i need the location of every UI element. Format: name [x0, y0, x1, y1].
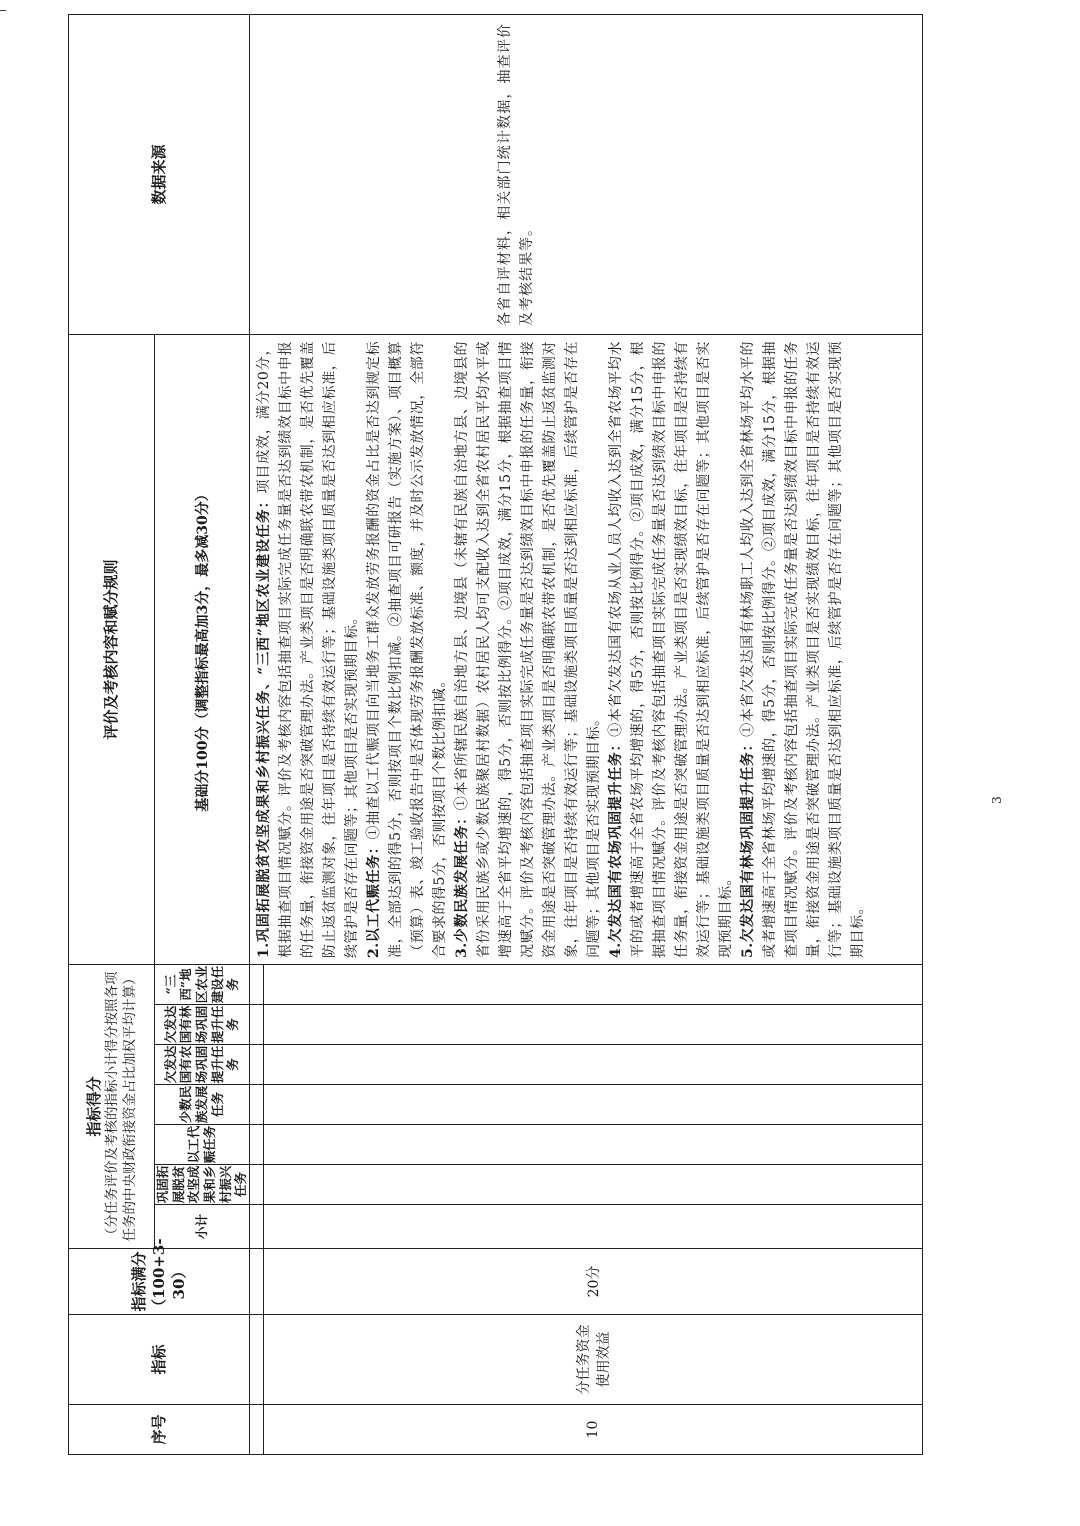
score-cell-ethnic[interactable] — [263, 1085, 922, 1125]
score-cell-forest[interactable] — [263, 1005, 922, 1045]
subheader-task-consolidation: 巩固拓展脱贫攻坚成果和乡村振兴任务 — [155, 1165, 249, 1204]
header-full-score: 指标满分（100+3-30） — [69, 1249, 250, 1315]
rule-item: 5.欠发达国有林场巩固提升任务：①本省欠发达国有林场职工人均收入达到全省林场平均水平的或者增速高于全省林场平均增速的，得5分，否则按比例得分。②项目成效，满分15分，根据抽查项目情况赋分。评价及考核内容包括抽查项目实际完成任务量是否达到绩效目标中申报的任务量，衔接资金用途是否突破管理办法。产业类项目是否实现绩效目标，往年项目是否持续有效运行等；基础设施类项目质量是否达到相应标准，后续管护是否存在问题等；其他项目是否实现预期目标。 — [739, 341, 866, 958]
row-indicator: 分任务资金使用效益 — [263, 1315, 922, 1405]
scan-mark — [0, 10, 6, 11]
rule-item: 1.巩固拓展脱贫攻坚成果和乡村振兴任务、“三西”地区农业建设任务：项目成效，满分20分，根据抽查项目情况赋分。评价及考核内容包括抽查项目实际完成任务量是否达到绩效目标中申报的任务量，衔接资金用途是否突破管理办法。产业类项目是否明确联农带农机制，是否优先覆盖防止返贫监测对象，往年项目是否持续有效运行等；基础设施类项目质量是否达到相应标准，后续管护是否存在问题等；其他项目是否实现预期目标。 — [255, 341, 360, 958]
subheader-task-farm: 欠发达国有农场巩固提升任务 — [155, 1045, 250, 1085]
empty-cell — [249, 1085, 263, 1125]
header-source: 数据来源 — [69, 15, 250, 335]
header-score-group — [69, 965, 155, 1249]
header-indicator: 指标 — [69, 1315, 250, 1405]
data-source-cell — [249, 15, 922, 335]
row-full-score: 20分 — [263, 1249, 922, 1315]
score-cell-consolidation[interactable] — [263, 1165, 922, 1205]
header-score-note: （分任务评价及考核的指标小计得分按照各项任务的中央财政衔接资金占比加权平均计算） — [104, 971, 138, 1242]
header-score-title: 指标得分 — [84, 1076, 103, 1137]
row-seq: 10 — [263, 1405, 922, 1455]
score-cell-work-relief[interactable] — [263, 1125, 922, 1165]
empty-cell — [249, 1405, 263, 1455]
subheader-subtotal: 小计 — [155, 1205, 250, 1249]
empty-cell — [249, 965, 263, 1005]
data-source-text: 各省自评材料，相关部门统计数据，抽查评价及考核结果等。 — [496, 23, 535, 326]
empty-cell — [249, 1005, 263, 1045]
page-number: 3 — [989, 796, 1004, 804]
empty-cell — [249, 1125, 263, 1165]
rule-item: 4.欠发达国有农场巩固提升任务：①本省欠发达国有农场从业人员人均收入达到全省农场平均水平的或者增速高于全省农场平均增速的，得5分，否则按比例得分。②项目成效，满分15分，根据抽查项目情况赋分。评价及考核内容包括抽查项目实际完成任务量是否达到绩效目标中申报的任务量，衔接资金用途是否突破管理办法。产业类项目是否实现绩效目标，往年项目是否持续有效运行等；基础设施类项目质量是否达到相应标准，后续管护是否存在问题等；其他项目是否实现预期目标。 — [607, 341, 734, 958]
rotated-page — [68, 23, 923, 1455]
rules-content — [249, 335, 922, 965]
subheader-task-ethnic: 少数民族发展任务 — [155, 1085, 250, 1125]
subheader-task-work-relief: 以工代赈任务 — [155, 1125, 250, 1165]
spacer — [254, 23, 494, 326]
empty-cell — [249, 1205, 263, 1249]
subheader-task-sanxi: “三西”地区农业建设任务 — [155, 965, 250, 1005]
evaluation-table — [68, 14, 923, 1455]
header-seq: 序号 — [69, 1405, 250, 1455]
rule-item: 2.以工代赈任务：①抽查以工代赈项目向当地务工群众发放劳务报酬的资金占比是否达到规定标准，全部达到的得5分，否则按项目个数比例扣减。②抽查项目可研报告（实施方案）、项目概算（预算）表、竣工验收报告中是否体现劳务报酬发放标准、额度，并及时公示发放情况，全部符合要求的得5分，否则按项目个数比例扣减。 — [365, 340, 448, 958]
empty-cell — [249, 1249, 263, 1315]
subheader-task-forest: 欠发达国有林场巩固提升任务 — [155, 1005, 250, 1045]
score-cell-farm[interactable] — [263, 1045, 922, 1085]
empty-cell — [249, 1315, 263, 1405]
score-cell-sanxi[interactable] — [263, 965, 922, 1005]
empty-cell — [249, 1165, 263, 1205]
empty-cell — [249, 1045, 263, 1085]
rules-sub-title: 基础分100分（调整指标最高加3分，最多减30分） — [155, 335, 250, 965]
header-rules: 评价及考核内容和赋分规则 — [69, 335, 155, 965]
score-cell-subtotal[interactable] — [263, 1205, 922, 1249]
rule-item: 3.少数民族发展任务：①本省所辖民族自治地方县、边境县（未辖有民族自治地方县、边境县的省份采用民族乡或少数民族聚居村数据）农村居民人均可支配收入达到全省农村居民平均水平或增速高于全省平均增速的，得5分，否则按比例得分。②项目成效，满分15分，根据抽查项目情况赋分。评价及考核内容包括抽查项目实际完成任务量是否达到绩效目标中申报的任务量，衔接资金用途是否突破管理办法。产业类项目是否明确联农带农机制，是否优先覆盖防止返贫监测对象，往年项目是否持续有效运行等；基础设施类项目质量是否达到相应标准，后续管护是否存在问题等；其他项目是否实现预期目标。 — [453, 341, 602, 958]
